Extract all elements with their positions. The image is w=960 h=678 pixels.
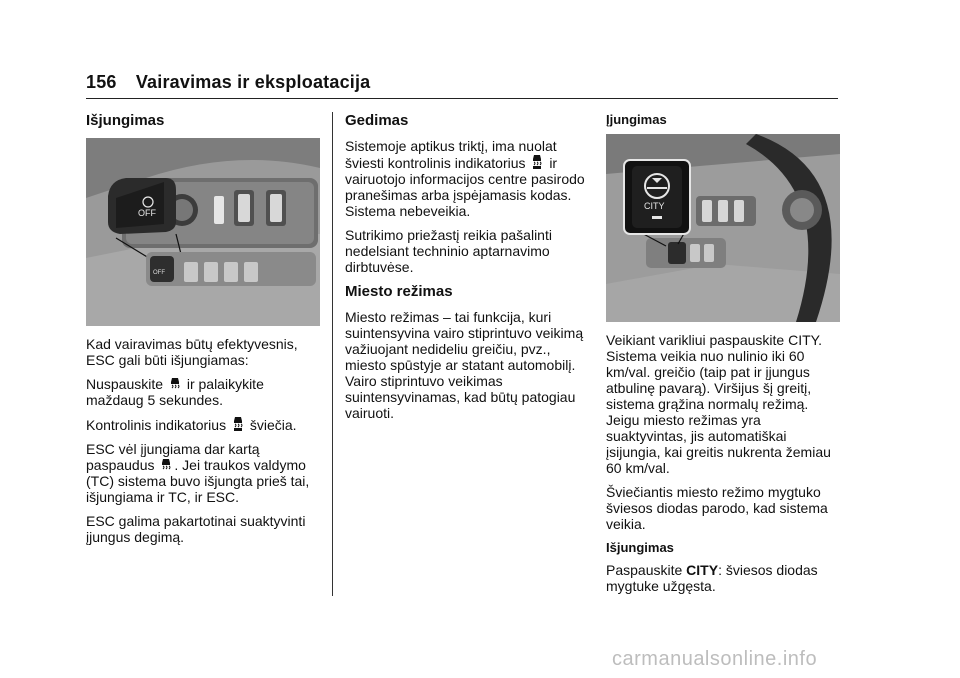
paragraph [86,376,322,408]
esc-indicator-icon [532,154,542,170]
text-run: šviečia. [249,417,297,433]
text-run: maždaug 5 sekundes. [86,392,223,408]
city-bold: CITY [686,562,719,578]
paragraph: Miesto režimas – tai funkcija, kuri suintensyvina vairo stiprintuvo veikimą važiuojant nedideliu greičiu, pvz., miesto spūstyje ar statant automobilį. Vairo stiprintuvo veikimas suintensyvinamas, kad būtų patogiau vairuoti. [345,309,584,421]
text-run: vairuotojo informacijos centre pasirodo pranešimas arba įspėjamasis kodas. Sistema nebeveikia. [345,171,585,219]
text-run: Kontrolinis indikatorius [86,417,227,433]
paragraph: Veikiant varikliui paspauskite CITY. Sistema veikia nuo nulinio iki 60 km/val. greičio (taip pat ir įjungus atbulinę pavarą). Viršijus šį greitį, sistema grąžina normalų režimą. Jeigu miesto režimas yra suaktyvintas, jis automatiškai įsijungia, kai greitis nukrenta žemiau 60 km/val. [606,332,831,476]
paragraph: Kad vairavimas būtų efektyvesnis, ESC gali būti išjungiamas: [86,336,298,368]
paragraph [606,562,842,594]
text-run: šviesti kontrolinis indikatorius [345,155,526,171]
text-run: . Jei traukos valdymo (TC) sistema buvo išjungta prieš tai, išjungiama ir TC, ir ESC. [86,457,310,505]
paragraph: Sutrikimo priežastį reikia pašalinti nedelsiant techninio aptarnavimo dirbtuvėse. [345,227,552,275]
text-run: paspaudus [86,457,155,473]
esc-off-indicator-icon [233,416,243,432]
heading-miesto-rezimas: Miesto režimas [345,283,453,300]
esc-button-photo [86,138,320,326]
text-run: Sistemoje aptikus triktį, ima nuolat [345,138,557,154]
column-fault-city [345,112,591,429]
text-run: ir [549,155,558,171]
column-esc-off [86,112,322,553]
page-header [86,72,370,93]
text-run: : šviesos diodas mygtuke užgęsta. [606,562,818,594]
paragraph [86,416,322,433]
watermark: carmanualsonline.info [612,648,818,670]
text-run: Nuspauskite [86,376,164,392]
paragraph [86,441,322,505]
heading-ijungimas: Įjungimas [606,112,667,127]
text-run: ESC vėl įjungiama dar kartą [86,441,260,457]
svg-text:OFF: OFF [153,270,165,276]
paragraph [345,138,591,219]
esc-off-icon [161,458,171,472]
header-rule [86,98,838,99]
heading-isjungimas: Išjungimas [86,112,165,129]
heading-gedimas: Gedimas [345,112,409,129]
page-number: 156 [86,72,117,92]
city-label: CITY [644,201,665,211]
paragraph: ESC galima pakartotinai suaktyvinti įjungus degimą. [86,513,306,545]
city-button-photo [606,134,840,322]
column-city-mode [606,112,842,602]
esc-off-label: OFF [138,208,156,218]
text-run: Paspauskite [606,562,683,578]
section-title: Vairavimas ir eksploatacija [135,72,371,92]
esc-off-icon [170,377,180,391]
column-divider [332,112,333,596]
paragraph: Šviečiantis miesto režimo mygtuko šviesos diodas parodo, kad sistema veikia. [606,484,828,532]
text-run: ir palaikykite [186,376,264,392]
heading-isjungimas-city: Išjungimas [606,540,674,555]
